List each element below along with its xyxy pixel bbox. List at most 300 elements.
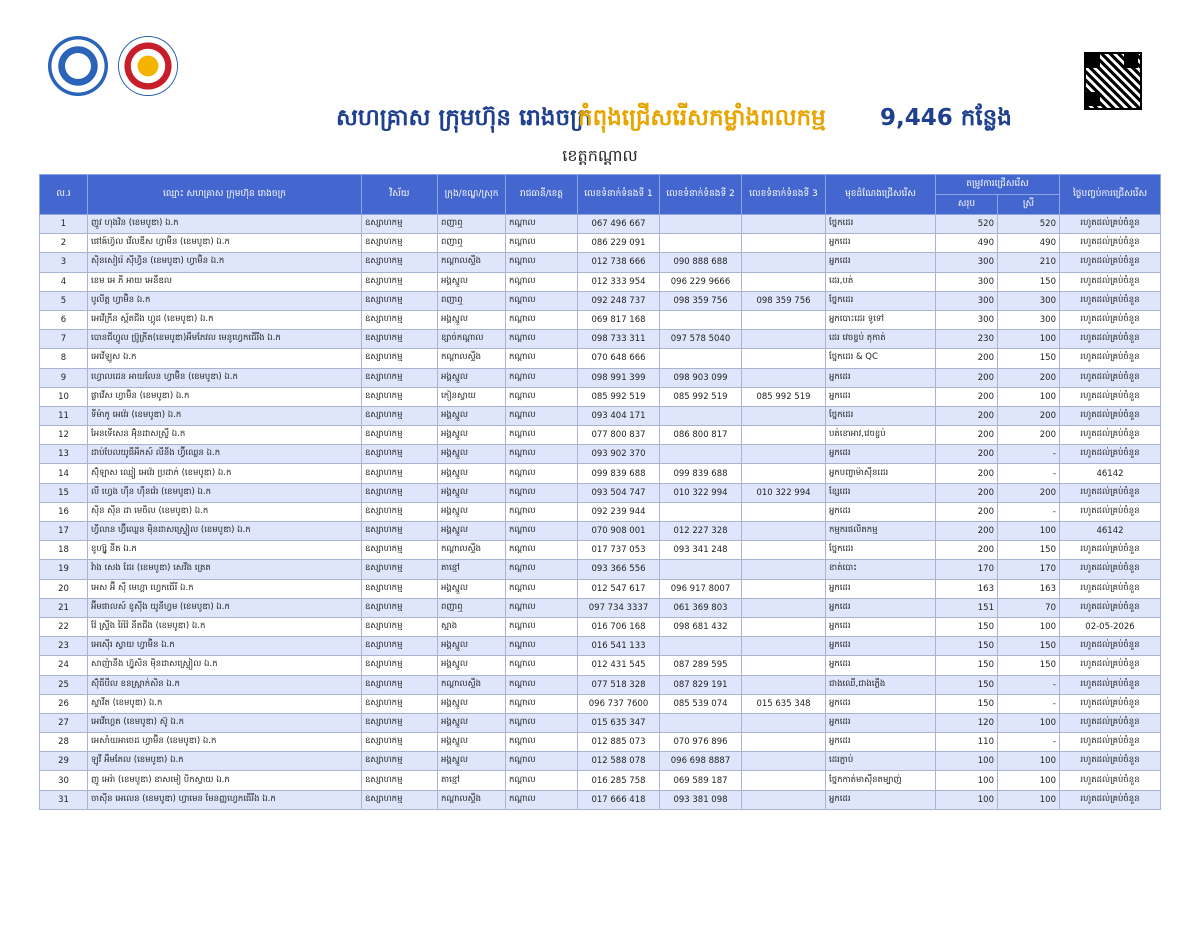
table-row xyxy=(40,483,1161,502)
table-row xyxy=(40,272,1161,291)
table-row xyxy=(40,426,1161,445)
cell-sector: ឧស្សាហកម្ម xyxy=(362,656,438,675)
cell-district: កណ្តាលស្ទឹង xyxy=(438,675,506,694)
cell-no: 17 xyxy=(40,522,88,541)
cell-female: - xyxy=(998,733,1060,752)
table-row xyxy=(40,713,1161,732)
cell-deadline: 46142 xyxy=(1060,464,1161,483)
cell-province: កណ្តាល xyxy=(506,310,578,329)
cell-company-name: ញូវ ហុងវិន (ខេមបូឌា) ឯ.ក xyxy=(88,215,362,234)
title-part-companies: សហគ្រាស ក្រុមហ៊ុន រោងចក្រ xyxy=(336,105,592,131)
cell-phone1: 012 333 954 xyxy=(578,272,660,291)
cell-deadline: រហូតដល់គ្រប់ចំនួន xyxy=(1060,349,1161,368)
cell-province: កណ្តាល xyxy=(506,790,578,809)
cell-deadline: រហូតដល់គ្រប់ចំនួន xyxy=(1060,541,1161,560)
cell-sector: ឧស្សាហកម្ម xyxy=(362,790,438,809)
cell-company-name: ខូហ្ស៊ូ នីត ឯ.ក xyxy=(88,541,362,560)
cell-phone1: 085 992 519 xyxy=(578,387,660,406)
cell-position: ដេរភ្ជាប់ xyxy=(826,752,936,771)
cell-sector: ឧស្សាហកម្ម xyxy=(362,426,438,445)
cell-sector: ឧស្សាហកម្ម xyxy=(362,598,438,617)
cell-district: តាខ្មៅ xyxy=(438,771,506,790)
cell-total: 300 xyxy=(936,272,998,291)
header-sector: វិស័យ xyxy=(362,175,438,215)
cell-no: 1 xyxy=(40,215,88,234)
cell-sector: ឧស្សាហកម្ម xyxy=(362,579,438,598)
cell-phone2: 087 829 191 xyxy=(660,675,742,694)
cell-position: អ្នកដេរ xyxy=(826,445,936,464)
cell-phone1: 077 800 837 xyxy=(578,426,660,445)
cell-phone2 xyxy=(660,445,742,464)
cell-phone2: 086 800 817 xyxy=(660,426,742,445)
cell-district: កណ្តាលស្ទឹង xyxy=(438,541,506,560)
cell-no: 21 xyxy=(40,598,88,617)
cell-province: កណ្តាល xyxy=(506,464,578,483)
cell-phone2: 093 381 098 xyxy=(660,790,742,809)
cell-company-name: ស្ទាវីត (ខេមបូឌា) ឯ.ក xyxy=(88,694,362,713)
cell-female: 200 xyxy=(998,406,1060,425)
cell-phone1: 016 706 168 xyxy=(578,617,660,636)
cell-total: 200 xyxy=(936,387,998,406)
cell-no: 19 xyxy=(40,560,88,579)
table-row xyxy=(40,310,1161,329)
cell-deadline: 02-05-2026 xyxy=(1060,617,1161,636)
cell-phone2: 099 839 688 xyxy=(660,464,742,483)
table-row xyxy=(40,598,1161,617)
cell-district: អង្គស្នួល xyxy=(438,752,506,771)
cell-sector: ឧស្សាហកម្ម xyxy=(362,541,438,560)
cell-deadline: រហូតដល់គ្រប់ចំនួន xyxy=(1060,215,1161,234)
cell-no: 4 xyxy=(40,272,88,291)
cell-district: ពញាឮ xyxy=(438,234,506,253)
cell-total: 200 xyxy=(936,349,998,368)
cell-position: អ្នកដេរ xyxy=(826,387,936,406)
cell-no: 22 xyxy=(40,617,88,636)
cell-phone1: 098 733 311 xyxy=(578,330,660,349)
cell-phone3 xyxy=(742,733,826,752)
cell-sector: ឧស្សាហកម្ម xyxy=(362,445,438,464)
cell-phone1: 097 734 3337 xyxy=(578,598,660,617)
cell-province: កណ្តាល xyxy=(506,483,578,502)
cell-position: ដេរ វេចខ្ចប់ តុកាត់ xyxy=(826,330,936,349)
cell-total: 200 xyxy=(936,464,998,483)
cell-no: 3 xyxy=(40,253,88,272)
cell-district: កណ្តាលស្ទឹង xyxy=(438,790,506,809)
header-phone1: លេខទំនាក់ទំនងទី 1 xyxy=(578,175,660,215)
table-row xyxy=(40,445,1161,464)
cell-phone3 xyxy=(742,713,826,732)
cell-deadline: រហូតដល់គ្រប់ចំនួន xyxy=(1060,598,1161,617)
cell-sector: ឧស្សាហកម្ម xyxy=(362,291,438,310)
cell-sector: ឧស្សាហកម្ម xyxy=(362,560,438,579)
cell-province: កណ្តាល xyxy=(506,426,578,445)
cell-sector: ឧស្សាហកម្ម xyxy=(362,733,438,752)
cell-deadline: រហូតដល់គ្រប់ចំនួន xyxy=(1060,752,1161,771)
table-row xyxy=(40,656,1161,675)
cell-position: ខាត់បោះ xyxy=(826,560,936,579)
cell-position: អ្នកបញ្ជាម៉ាស៊ីនដេរ xyxy=(826,464,936,483)
cell-phone3 xyxy=(742,310,826,329)
table-row xyxy=(40,541,1161,560)
cell-phone2: 098 359 756 xyxy=(660,291,742,310)
cell-no: 20 xyxy=(40,579,88,598)
cell-district: អង្គស្នួល xyxy=(438,656,506,675)
cell-company-name: ហ្វីលាន ហ្វ៊ីឈ្លេន ម៉ិនដាសស្ទ្រៀល (ខេមបូឌា) ឯ.ក xyxy=(88,522,362,541)
cell-province: កណ្តាល xyxy=(506,215,578,234)
cell-deadline: រហូតដល់គ្រប់ចំនួន xyxy=(1060,771,1161,790)
cell-phone2: 090 888 688 xyxy=(660,253,742,272)
cell-province: កណ្តាល xyxy=(506,771,578,790)
table-row xyxy=(40,771,1161,790)
cell-province: កណ្តាល xyxy=(506,637,578,656)
cell-district: ស្អាង xyxy=(438,617,506,636)
cell-position: ថ្នែកដេរ xyxy=(826,291,936,310)
cell-no: 25 xyxy=(40,675,88,694)
cell-female: 490 xyxy=(998,234,1060,253)
cell-total: 150 xyxy=(936,675,998,694)
cell-position: ថ្នែកកាត់មាស៊ីនតម្បាញ់ xyxy=(826,771,936,790)
cell-total: 100 xyxy=(936,790,998,809)
cell-no: 23 xyxy=(40,637,88,656)
cell-province: កណ្តាល xyxy=(506,713,578,732)
cell-district: អង្គស្នួល xyxy=(438,637,506,656)
cell-province: កណ្តាល xyxy=(506,675,578,694)
cell-phone1: 086 229 091 xyxy=(578,234,660,253)
cell-phone1: 012 547 617 xyxy=(578,579,660,598)
cell-no: 13 xyxy=(40,445,88,464)
header-need: តម្រូវការជ្រើសរើស xyxy=(936,175,1060,195)
header-phone3: លេខទំនាក់ទំនងទី 3 xyxy=(742,175,826,215)
cell-district: អង្គស្នួល xyxy=(438,694,506,713)
cell-company-name: លី ហ្វេង ហ៊ីន ហ៊ីនវ៉េរ (ខេមបូឌា) ឯ.ក xyxy=(88,483,362,502)
cell-district: កៀនស្វាយ xyxy=(438,387,506,406)
cell-province: កណ្តាល xyxy=(506,253,578,272)
cell-total: 163 xyxy=(936,579,998,598)
cell-deadline: រហូតដល់គ្រប់ចំនួន xyxy=(1060,406,1161,425)
cell-district: ពញាឮ xyxy=(438,215,506,234)
cell-female: 200 xyxy=(998,426,1060,445)
cell-phone1: 012 431 545 xyxy=(578,656,660,675)
cell-total: 200 xyxy=(936,426,998,445)
table-row xyxy=(40,790,1161,809)
cell-sector: ឧស្សាហកម្ម xyxy=(362,502,438,521)
cell-phone2 xyxy=(660,234,742,253)
cell-phone1: 069 817 168 xyxy=(578,310,660,329)
cell-phone2: 087 289 595 xyxy=(660,656,742,675)
cell-deadline: រហូតដល់គ្រប់ចំនួន xyxy=(1060,291,1161,310)
cell-province: កណ្តាល xyxy=(506,694,578,713)
cell-phone3 xyxy=(742,790,826,809)
cell-company-name: អេស៊ើរ ស្វាយ ហ្វាម៊ិន ឯ.ក xyxy=(88,637,362,656)
page-title xyxy=(0,104,1200,138)
cell-no: 26 xyxy=(40,694,88,713)
cell-phone2: 061 369 803 xyxy=(660,598,742,617)
cell-position: កម្មករផលិតកម្ម xyxy=(826,522,936,541)
cell-no: 7 xyxy=(40,330,88,349)
cell-company-name: វ៉ាង សេង ដែរ (ខេមបូឌា) សេវីង ត្រេត xyxy=(88,560,362,579)
cell-province: កណ្តាល xyxy=(506,579,578,598)
cell-female: 70 xyxy=(998,598,1060,617)
cell-district: អង្គស្នួល xyxy=(438,733,506,752)
cell-total: 200 xyxy=(936,483,998,502)
header-district: ក្រុង/ខណ្ឌ/ស្រុក xyxy=(438,175,506,215)
table-row xyxy=(40,560,1161,579)
cell-company-name: ខេម អេ ភី អាយ អេនឺឌល xyxy=(88,272,362,291)
cell-female: 520 xyxy=(998,215,1060,234)
cell-phone1: 093 366 556 xyxy=(578,560,660,579)
cell-female: 300 xyxy=(998,291,1060,310)
cell-province: កណ្តាល xyxy=(506,368,578,387)
cell-position: អ្នកដេរ xyxy=(826,713,936,732)
cell-female: 100 xyxy=(998,617,1060,636)
header-phone2: លេខទំនាក់ទំនងទី 2 xyxy=(660,175,742,215)
cell-phone3 xyxy=(742,560,826,579)
header-total: សរុប xyxy=(936,195,998,215)
cell-position: អ្នកដេរ xyxy=(826,368,936,387)
cell-province: កណ្តាល xyxy=(506,656,578,675)
cell-no: 6 xyxy=(40,310,88,329)
cell-deadline: រហូតដល់គ្រប់ចំនួន xyxy=(1060,330,1161,349)
cell-company-name: ផៅឝ៍ហ្វ៊ល វើលឌីស ហ្វាម៊ិន (ខេមបូឌា) ឯ.ក xyxy=(88,234,362,253)
header-name: ឈ្មោះ សហគ្រាស ក្រុមហ៊ុន រោងចក្រ xyxy=(88,175,362,215)
cell-position: ថ្នែកដេរ xyxy=(826,215,936,234)
cell-phone1: 070 908 001 xyxy=(578,522,660,541)
federation-emblem xyxy=(118,36,178,96)
cell-no: 9 xyxy=(40,368,88,387)
cell-district: ពញាឮ xyxy=(438,291,506,310)
cell-company-name: សាញ៉ានឹង ហ្វ៊ូសិន ម៉ិនដាសស្ទ្រៀល ឯ.ក xyxy=(88,656,362,675)
cell-total: 300 xyxy=(936,253,998,272)
cell-position: ថ្នែកដេរ & QC xyxy=(826,349,936,368)
cell-total: 200 xyxy=(936,541,998,560)
cell-district: ពញាឮ xyxy=(438,598,506,617)
table-row xyxy=(40,330,1161,349)
header-province: រាជធានី/ខេត្ត xyxy=(506,175,578,215)
table-row xyxy=(40,387,1161,406)
cell-sector: ឧស្សាហកម្ម xyxy=(362,617,438,636)
qr-code-icon[interactable] xyxy=(1084,52,1142,110)
cell-no: 16 xyxy=(40,502,88,521)
cell-sector: ឧស្សាហកម្ម xyxy=(362,330,438,349)
header-female: ស្រី xyxy=(998,195,1060,215)
cell-female: 100 xyxy=(998,790,1060,809)
cell-phone3 xyxy=(742,579,826,598)
cell-phone2: 096 698 8887 xyxy=(660,752,742,771)
cell-female: 163 xyxy=(998,579,1060,598)
cell-total: 150 xyxy=(936,617,998,636)
cell-phone3 xyxy=(742,752,826,771)
cell-district: អង្គស្នួល xyxy=(438,579,506,598)
cell-phone3 xyxy=(742,253,826,272)
cell-total: 300 xyxy=(936,310,998,329)
cell-total: 200 xyxy=(936,406,998,425)
cell-position: ជាងឈើ,ជាងភ្លើង xyxy=(826,675,936,694)
cell-company-name: ស៊ុំឡាស ឈ្មៀ អេវ៉េរ ប្រដាក់ (ខេមបូឌា) ឯ.ក xyxy=(88,464,362,483)
title-part-positions: 9,446 កន្លែង xyxy=(880,105,1012,131)
cell-female: 100 xyxy=(998,522,1060,541)
cell-total: 151 xyxy=(936,598,998,617)
cell-sector: ឧស្សាហកម្ម xyxy=(362,771,438,790)
cell-female: 100 xyxy=(998,771,1060,790)
cell-phone3 xyxy=(742,368,826,387)
cell-position: អ្នកដេរ xyxy=(826,637,936,656)
cell-phone2 xyxy=(660,502,742,521)
cell-no: 14 xyxy=(40,464,88,483)
cell-position: អ្នកដេរ xyxy=(826,790,936,809)
cell-phone3 xyxy=(742,215,826,234)
cell-no: 31 xyxy=(40,790,88,809)
cell-position: អ្នកដេរ xyxy=(826,579,936,598)
cell-phone2 xyxy=(660,349,742,368)
cell-deadline: រហូតដល់គ្រប់ចំនួន xyxy=(1060,579,1161,598)
cell-phone3 xyxy=(742,330,826,349)
cell-deadline: 46142 xyxy=(1060,522,1161,541)
cell-province: កណ្តាល xyxy=(506,522,578,541)
cell-total: 110 xyxy=(936,733,998,752)
cell-company-name: អែនទើសេន អ៊ុំនដាសស្ទ្រី ឯ.ក xyxy=(88,426,362,445)
cell-sector: ឧស្សាហកម្ម xyxy=(362,310,438,329)
table-row xyxy=(40,349,1161,368)
cell-company-name: ចាស៊ីន អេលេន (ខេមបូឌា) ហ្វាមេន មែនញ្ញហ្វេកធើរីង ឯ.ក xyxy=(88,790,362,809)
cell-total: 150 xyxy=(936,656,998,675)
cell-deadline: រហូតដល់គ្រប់ចំនួន xyxy=(1060,637,1161,656)
cell-company-name: អេសាំយអាចេដ ហ្វាម៊ិន (ខេមបូឌា) ឯ.ក xyxy=(88,733,362,752)
cell-sector: ឧស្សាហកម្ម xyxy=(362,368,438,387)
cell-company-name: អេស អ៊ី ស៊ី មេហ្គា ហ្វេកធើរី ឯ.ក xyxy=(88,579,362,598)
cell-phone2 xyxy=(660,215,742,234)
cell-phone1: 017 666 418 xyxy=(578,790,660,809)
cell-deadline: រហូតដល់គ្រប់ចំនួន xyxy=(1060,694,1161,713)
table-row xyxy=(40,215,1161,234)
table-row xyxy=(40,406,1161,425)
cell-sector: ឧស្សាហកម្ម xyxy=(362,234,438,253)
cell-phone1: 093 504 747 xyxy=(578,483,660,502)
cell-total: 200 xyxy=(936,522,998,541)
cell-province: កណ្តាល xyxy=(506,406,578,425)
cell-sector: ឧស្សាហកម្ម xyxy=(362,483,438,502)
cell-sector: ឧស្សាហកម្ម xyxy=(362,253,438,272)
cell-total: 200 xyxy=(936,368,998,387)
cell-deadline: រហូតដល់គ្រប់ចំនួន xyxy=(1060,310,1161,329)
cell-total: 490 xyxy=(936,234,998,253)
cell-phone1: 077 518 328 xyxy=(578,675,660,694)
cell-no: 18 xyxy=(40,541,88,560)
cell-district: អង្គស្នួល xyxy=(438,310,506,329)
cell-phone1: 012 885 073 xyxy=(578,733,660,752)
cell-phone2 xyxy=(660,713,742,732)
table-row xyxy=(40,752,1161,771)
cell-phone1: 092 239 944 xyxy=(578,502,660,521)
cell-phone1: 093 404 171 xyxy=(578,406,660,425)
cell-company-name: អេវើក្រីន ស្ព័តជីង ហ្គូដ (ខេមបូឌា) ឯ.ក xyxy=(88,310,362,329)
cell-sector: ឧស្សាហកម្ម xyxy=(362,637,438,656)
cell-position: អ្នកដេរ xyxy=(826,502,936,521)
cell-phone2: 096 917 8007 xyxy=(660,579,742,598)
table-row xyxy=(40,234,1161,253)
cell-position: អ្នកដេរ xyxy=(826,234,936,253)
table-row xyxy=(40,733,1161,752)
cell-phone1: 093 902 370 xyxy=(578,445,660,464)
cell-sector: ឧស្សាហកម្ម xyxy=(362,215,438,234)
cell-phone2: 096 229 9666 xyxy=(660,272,742,291)
cell-female: - xyxy=(998,502,1060,521)
cell-phone3 xyxy=(742,617,826,636)
cell-company-name: ស៊ុំធីបឹល ខនស្ត្រាក់សិន ឯ.ក xyxy=(88,675,362,694)
cell-phone3 xyxy=(742,598,826,617)
cell-district: អង្គស្នួល xyxy=(438,502,506,521)
cell-phone2: 085 992 519 xyxy=(660,387,742,406)
cell-position: អ្នកដេរ xyxy=(826,733,936,752)
cell-phone1: 012 588 078 xyxy=(578,752,660,771)
table-row xyxy=(40,291,1161,310)
cell-deadline: រហូតដល់គ្រប់ចំនួន xyxy=(1060,713,1161,732)
cell-phone1: 096 737 7600 xyxy=(578,694,660,713)
cell-district: តាខ្មៅ xyxy=(438,560,506,579)
cell-province: កណ្តាល xyxy=(506,387,578,406)
table-row xyxy=(40,694,1161,713)
cell-deadline: រហូតដល់គ្រប់ចំនួន xyxy=(1060,445,1161,464)
cell-province: កណ្តាល xyxy=(506,445,578,464)
cell-phone3 xyxy=(742,234,826,253)
cell-phone3: 015 635 348 xyxy=(742,694,826,713)
cell-female: 150 xyxy=(998,272,1060,291)
cell-female: 300 xyxy=(998,310,1060,329)
cell-sector: ឧស្សាហកម្ម xyxy=(362,522,438,541)
cell-no: 5 xyxy=(40,291,88,310)
header-position: មុខដំណែងជ្រើសរើស xyxy=(826,175,936,215)
cell-phone3 xyxy=(742,445,826,464)
cell-deadline: រហូតដល់គ្រប់ចំនួន xyxy=(1060,234,1161,253)
cell-position: អ្នកដេរ xyxy=(826,694,936,713)
cell-no: 12 xyxy=(40,426,88,445)
cell-female: - xyxy=(998,675,1060,694)
cell-company-name: ឡូវី អឹមភែល (ខេមបូឌា) ឯ.ក xyxy=(88,752,362,771)
cell-no: 29 xyxy=(40,752,88,771)
cell-phone3 xyxy=(742,675,826,694)
cell-phone3 xyxy=(742,637,826,656)
cell-province: កណ្តាល xyxy=(506,733,578,752)
cell-total: 150 xyxy=(936,637,998,656)
cell-phone1: 099 839 688 xyxy=(578,464,660,483)
cell-company-name: ស៊ិន ស៊ីន ដា មេចិល (ខេមបូឌា) ឯ.ក xyxy=(88,502,362,521)
header-deadline: ថ្ងៃបញ្ចប់ការជ្រើសរើស xyxy=(1060,175,1161,215)
cell-deadline: រហូតដល់គ្រប់ចំនួន xyxy=(1060,675,1161,694)
jobs-table xyxy=(39,174,1161,810)
cell-total: 120 xyxy=(936,713,998,732)
cell-no: 2 xyxy=(40,234,88,253)
cell-district: អង្គស្នួល xyxy=(438,464,506,483)
cell-company-name: អេវើហ្គេត (ខេមបូឌា) ស៊ូ ឯ.ក xyxy=(88,713,362,732)
cell-phone3: 010 322 994 xyxy=(742,483,826,502)
cell-phone2: 069 589 187 xyxy=(660,771,742,790)
cell-phone1: 067 496 667 xyxy=(578,215,660,234)
cell-position: បត់ខោអាវ,វេចខ្ចប់ xyxy=(826,426,936,445)
cell-position: ថ្នែកដេរ xyxy=(826,541,936,560)
cell-district: អង្គស្នួល xyxy=(438,368,506,387)
cell-company-name: ផ្លាវើស ហ្វាម៊ិន (ខេមបូឌា) ឯ.ក xyxy=(88,387,362,406)
cell-position: អ្នកដេរ xyxy=(826,617,936,636)
cell-female: 150 xyxy=(998,349,1060,368)
cell-sector: ឧស្សាហកម្ម xyxy=(362,387,438,406)
table-row xyxy=(40,579,1161,598)
cell-province: កណ្តាល xyxy=(506,752,578,771)
cell-deadline: រហូតដល់គ្រប់ចំនួន xyxy=(1060,253,1161,272)
cell-total: 170 xyxy=(936,560,998,579)
header-no: ល.រ xyxy=(40,175,88,215)
cell-phone2: 098 681 432 xyxy=(660,617,742,636)
cell-position: អ្នកដេរ xyxy=(826,598,936,617)
cell-total: 300 xyxy=(936,291,998,310)
